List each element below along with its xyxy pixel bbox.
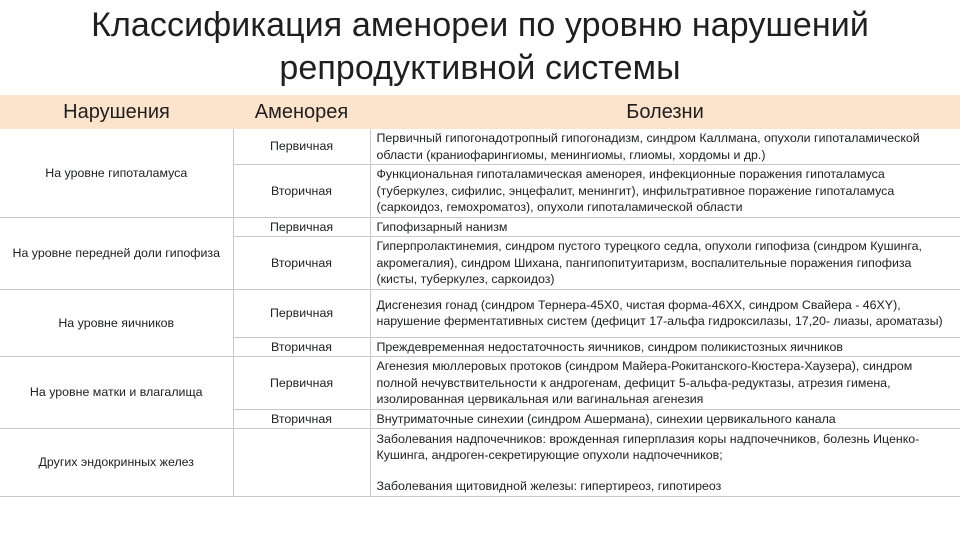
amenorrhea-type-cell: Первичная [233,217,370,237]
amenorrhea-type-cell [233,429,370,497]
amenorrhea-type-cell: Вторичная [233,165,370,218]
table-header-row [0,95,960,129]
diseases-cell [370,357,960,410]
diseases-text-thyroid: Заболевания щитовидной железы: гипертиреоз, гипотиреоз [376,478,722,493]
level-cell-other-endocrine: Других эндокринных желез [0,429,233,497]
diseases-cell [370,165,960,218]
level-cell-hypothalamus: На уровне гипоталамуса [0,129,233,217]
slide-title [0,4,960,90]
diseases-text: Внутриматочные синехии (синдром Ашермана), синехии цервикального канала [376,411,836,426]
amenorrhea-type-cell: Вторичная [233,337,370,357]
header-level: Нарушения [0,95,233,129]
amenorrhea-type-cell: Первичная [233,129,370,165]
diseases-text: Первичный гипогонадотропный гипогонадизм, синдром Каллмана, опухоли гипоталамической области (краниофарингиомы, менингиомы, глиомы, хордомы и др.) [376,131,920,162]
amenorrhea-type-cell: Вторичная [233,409,370,429]
diseases-text-adrenal: Заболевания надпочечников: врожденная гиперплазия коры надпочечников, болезнь Иценко-Кушинга, андроген-секретирующие опухоли надпочечников; [376,431,920,463]
table-row [0,429,960,497]
table-row [0,129,960,165]
header-amenorrhea: Аменорея [233,95,370,129]
level-cell-pituitary: На уровне передней доли гипофиза [0,217,233,289]
level-cell-uterus-vagina: На уровне матки и влагалища [0,357,233,429]
title-line-1: Классификация аменореи по уровню нарушений [91,6,869,44]
diseases-cell [370,237,960,290]
diseases-cell [370,129,960,165]
header-diseases: Болезни [370,95,960,129]
diseases-text: Преждевременная недостаточность яичников, синдром поликистозных яичников [376,339,843,354]
diseases-cell [370,217,960,237]
diseases-text: Агенезия мюллеровых протоков (синдром Майера-Рокитанского-Кюстера-Хаузера), синдром полной нечувствительности к андрогенам, дефицит 5-альфа-редуктазы, атрезия гимена, изолированная цервикальная или вагинальная агенезия [376,359,913,406]
level-cell-ovaries: На уровне яичников [0,289,233,357]
diseases-text: Гипофизарный нанизм [376,219,508,234]
diseases-text: Функциональная гипоталамическая аменорея, инфекционные поражения гипоталамуса (туберкулез, сифилис, энцефалит, менингит), инфильтративное поражение гипоталамуса (саркоидоз, гемохроматоз), опухоли гипоталамической области [376,167,895,214]
table-row [0,357,960,410]
table-row [0,289,960,337]
diseases-cell [370,409,960,429]
diseases-cell [370,337,960,357]
diseases-text: Дисгенезия гонад (синдром Тернера-45X0, чистая форма-46XX, синдром Свайера - 46XY), нарушение ферментативных систем (дефицит 17-альфа гидроксилазы, 17,20- лиазы, ароматазы) [376,297,943,328]
amenorrhea-type-cell: Вторичная [233,237,370,290]
amenorrhea-type-cell: Первичная [233,289,370,337]
amenorrhea-classification-table [0,95,960,497]
amenorrhea-type-cell: Первичная [233,357,370,410]
diseases-cell [370,429,960,497]
diseases-cell [370,289,960,337]
title-line-2: репродуктивной системы [279,49,681,87]
diseases-text: Гиперпролактинемия, синдром пустого турецкого седла, опухоли гипофиза (синдром Кушинга, акромегалия), синдром Шихана, пангипопитуитаризм, воспалительные поражения гипофиза (кисты, туберкулез, саркоидоз) [376,239,922,286]
table-row [0,217,960,237]
